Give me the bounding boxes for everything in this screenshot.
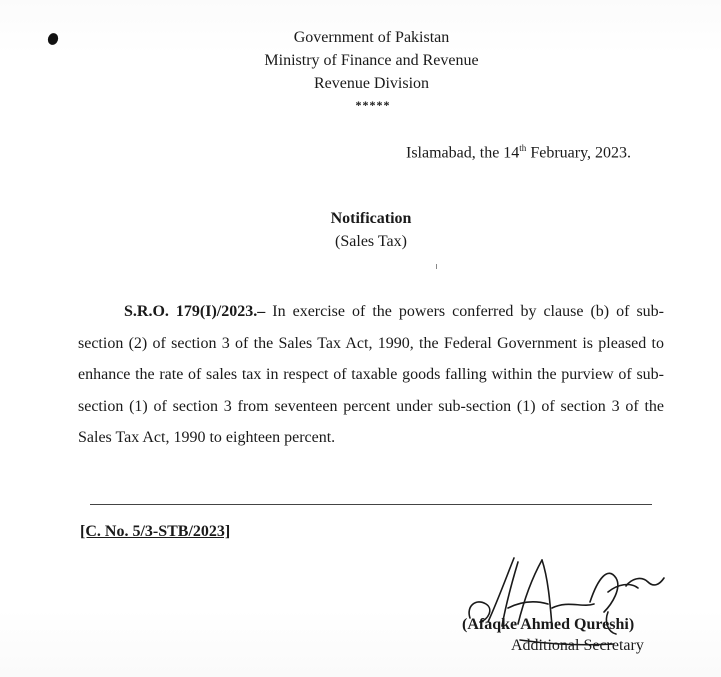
date-line xyxy=(406,143,631,162)
header-separator: ***** xyxy=(355,98,391,112)
scan-speck xyxy=(436,264,437,269)
header-government: Government of Pakistan xyxy=(293,29,450,46)
header-ministry: Ministry of Finance and Revenue xyxy=(264,52,479,69)
body-text: In exercise of the powers conferred by clause (b) of sub-section (2) of section 3 of the Sales Tax Act, 1990, the Federal Government is pleased to enhance the rate of sales tax in respect of taxable goods falling within the purview of sub-section (1) of section 3 from seventeen percent under sub-section (1) of section 3 of the Sales Tax Act, 1990 to eighteen percent. xyxy=(78,303,665,446)
notification-body xyxy=(78,296,664,454)
date-rest: February, 2023. xyxy=(526,144,632,162)
divider-line xyxy=(90,504,652,505)
signatory-designation: Additional Secretary xyxy=(511,637,644,654)
notification-subtitle: (Sales Tax) xyxy=(335,233,407,250)
file-number: [C. No. 5/3-STB/2023] xyxy=(80,523,231,540)
date-suffix: th xyxy=(519,143,527,153)
signatory-name: (Afaqke Ahmed Qureshi) xyxy=(462,616,635,633)
notification-title: Notification xyxy=(330,210,412,227)
header-division: Revenue Division xyxy=(313,75,430,92)
sro-number: S.R.O. 179(I)/2023.– xyxy=(124,303,266,320)
date-prefix: Islamabad, the 14 xyxy=(406,144,520,162)
